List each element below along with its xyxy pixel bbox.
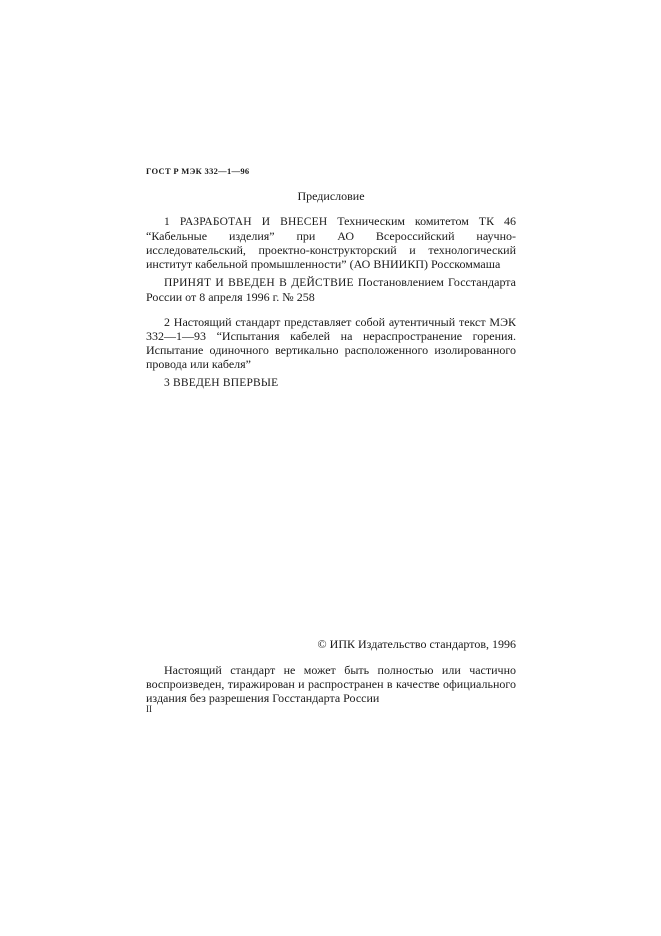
foreword-item-3-label: 3 ВВЕДЕН ВПЕРВЫЕ: [164, 377, 279, 389]
reproduction-notice: [146, 663, 516, 705]
foreword-item-1-paragraph: [146, 214, 516, 271]
reproduction-notice-text: Настоящий стандарт не может быть полностью или частично воспроизведен, тиражирован и распространен в качестве официального издания без разрешения Госстандарта России: [146, 663, 516, 705]
foreword-item-3: [146, 376, 516, 390]
page-number: II: [146, 704, 152, 714]
foreword-accepted: [146, 275, 516, 304]
copyright-line: © ИПК Издательство стандартов, 1996: [317, 637, 516, 651]
foreword-item-1-text: Техническим комитетом ТК 46 “Кабельные изделия” при АО Всероссийский научно-исследовательский, проектно-конструкторский и технологический институт кабельной промышленности” (АО ВНИИКП) Росскоммаша: [146, 214, 516, 271]
foreword-accepted-label: ПРИНЯТ И ВВЕДЕН В ДЕЙСТВИЕ: [164, 277, 354, 289]
foreword-accepted-text: Постановлением Госстандарта России от 8 апреля 1996 г. № 258: [146, 275, 517, 304]
foreword-title: Предисловие: [297, 189, 365, 203]
foreword-item-2-text: 2 Настоящий стандарт представляет собой аутентичный текст МЭК 332—1—93 “Испытания кабелей на нераспространение горения. Испытание одиночного вертикально расположенного изолированного провода или кабеля”: [146, 315, 516, 371]
foreword-item-1-label: 1 РАЗРАБОТАН И ВНЕСЕН: [164, 216, 328, 228]
foreword-item-1: [146, 214, 516, 271]
foreword-accepted-paragraph: [146, 275, 516, 304]
foreword-item-2: [146, 315, 516, 371]
document-code: ГОСТ Р МЭК 332—1—96: [146, 166, 250, 176]
